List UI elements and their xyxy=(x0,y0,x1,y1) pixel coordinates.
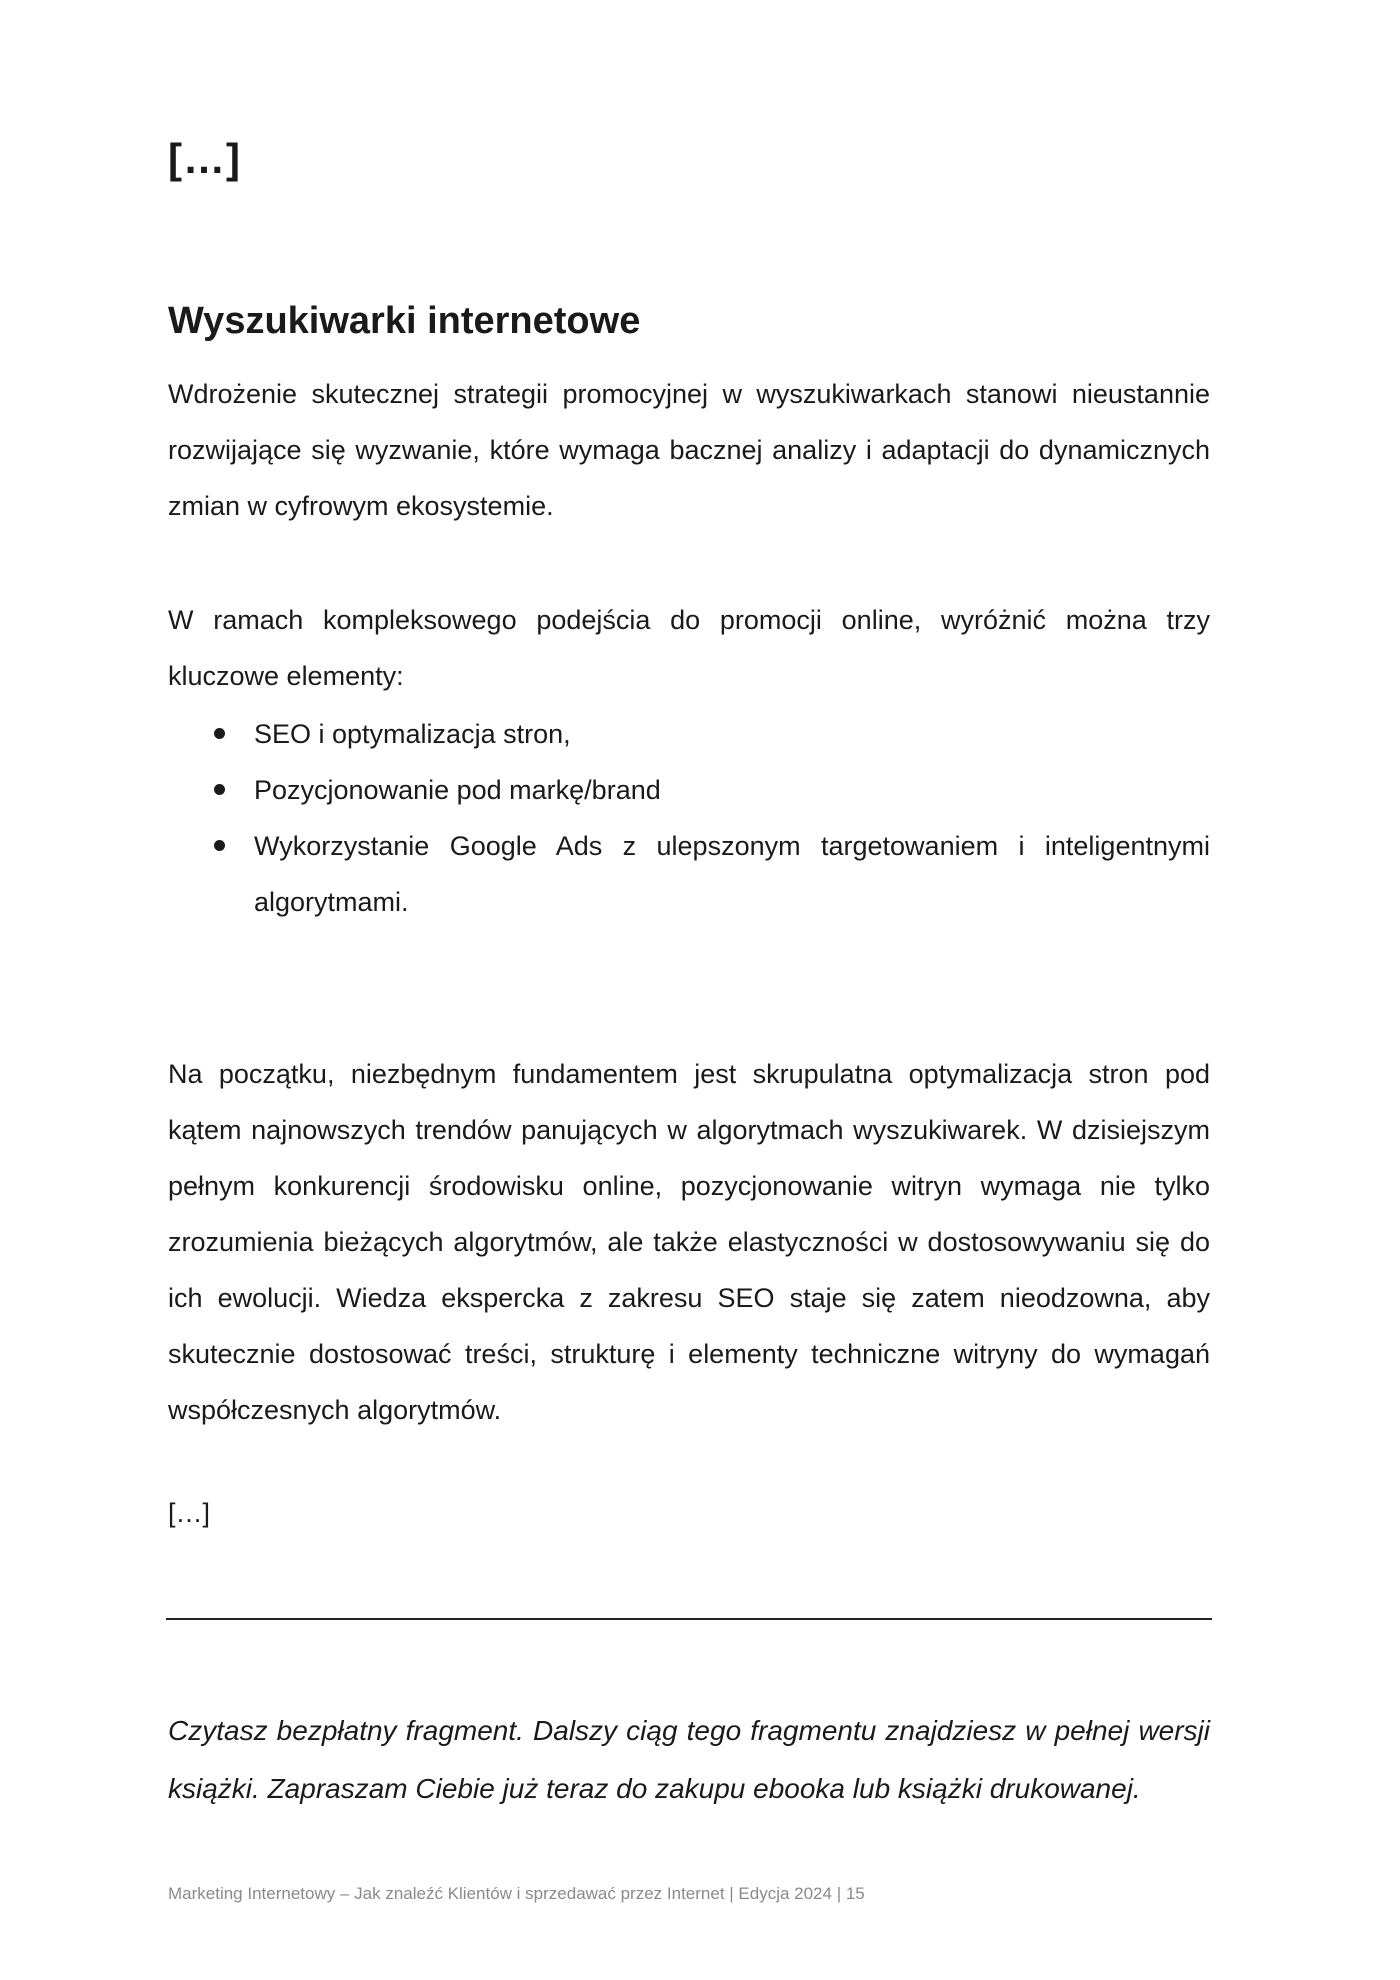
paragraph-intro: Wdrożenie skutecznej strategii promocyjnej w wyszukiwarkach stanowi nieustannie rozwijające się wyzwanie, które wymaga bacznej analizy i adaptacji do dynamicznych zmian w cyfrowym ekosystemie. xyxy=(168,379,1210,521)
bottom-ellipsis: […] xyxy=(168,1498,211,1528)
list-item xyxy=(168,706,1210,762)
key-elements-list xyxy=(168,706,1210,930)
list-item-text: SEO i optymalizacja stron, xyxy=(254,719,571,749)
free-fragment-notice: Czytasz bezpłatny fragment. Dalszy ciąg tego fragmentu znajdziesz w pełnej wersji książki. Zapraszam Ciebie już teraz do zakupu ebooka lub książki drukowanej. xyxy=(168,1715,1210,1804)
list-item xyxy=(168,818,1210,930)
paragraph-seo: Na początku, niezbędnym fundamentem jest skrupulatna optymalizacja stron pod kątem najnowszych trendów panujących w algorytmach wyszukiwarek. W dzisiejszym pełnym konkurencji środowisku online, pozycjonowanie witryn wymaga nie tylko zrozumienia bieżących algorytmów, ale także elastyczności w dostosowywaniu się do ich ewolucji. Wiedza ekspercka z zakresu SEO staje się zatem nieodzowna, aby skutecznie dostosować treści, strukturę i elementy techniczne witryny do wymagań współczesnych algorytmów. xyxy=(168,1059,1210,1425)
bullet-icon xyxy=(214,840,225,851)
section-title: Wyszukiwarki internetowe xyxy=(168,300,641,342)
list-item xyxy=(168,762,1210,818)
page-footer: Marketing Internetowy – Jak znaleźć Klientów i sprzedawać przez Internet | Edycja 2024 | 15 xyxy=(168,1884,865,1903)
bullet-icon xyxy=(214,728,225,739)
bullet-icon xyxy=(214,784,225,795)
top-ellipsis: […] xyxy=(168,135,241,182)
horizontal-divider xyxy=(166,1618,1212,1620)
list-item-text: Wykorzystanie Google Ads z ulepszonym targetowaniem i inteligentnymi algorytmami. xyxy=(254,831,1210,917)
paragraph-elements: W ramach kompleksowego podejścia do promocji online, wyróżnić można trzy kluczowe elementy: xyxy=(168,605,1210,691)
list-item-text: Pozycjonowanie pod markę/brand xyxy=(254,775,661,805)
